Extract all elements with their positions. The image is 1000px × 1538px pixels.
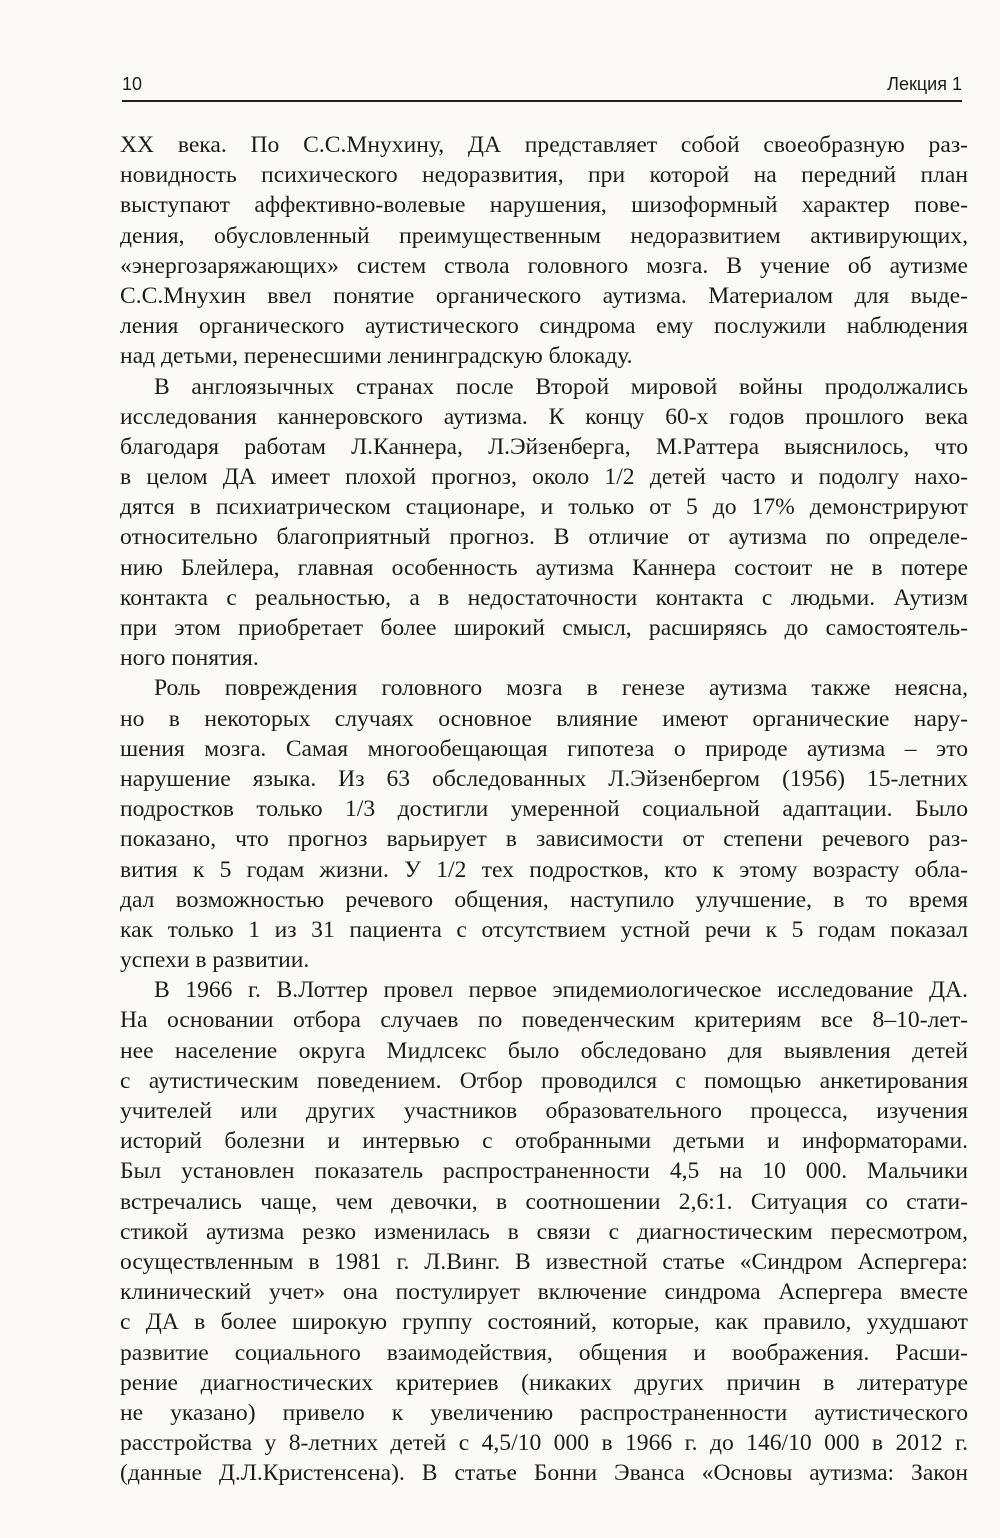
text-line: ления органического аутистического синдрома ему послужили наблюдения [120, 313, 968, 340]
text-line: рение диагностических критериев (никаких других причин в литературе [120, 1369, 968, 1396]
text-line: шения мозга. Самая многообещающая гипотеза о природе аутизма – это [120, 735, 968, 762]
text-line: но в некоторых случаях основное влияние имеют органические нару- [120, 705, 968, 732]
text-line: встречались чаще, чем девочки, в соотношении 2,6:1. Ситуация со стати- [120, 1188, 968, 1215]
text-line: нее население округа Мидлсекс было обследовано для выявления детей [120, 1037, 968, 1064]
text-line: XX века. По С.С.Мнухину, ДА представляет собой своеобразную раз- [120, 132, 968, 158]
text-line: дятся в психиатрическом стационаре, и только от 5 до 17% демонстрируют [120, 494, 968, 521]
text-line: с ДА в более широкую группу состояний, которые, как правило, ухудшают [120, 1309, 968, 1336]
text-line: благодаря работам Л.Каннера, Л.Эйзенберга, М.Раттера выяснилось, что [120, 433, 968, 460]
text-line: расстройства у 8-летних детей с 4,5/10 000 в 1966 г. до 146/10 000 в 2012 г. [120, 1430, 968, 1457]
paragraph-3 [120, 673, 968, 975]
text-line: с аутистическим поведением. Отбор проводился с помощью анкетирования [120, 1067, 968, 1094]
text-line: историй болезни и интервью с отобранными детьми и информаторами. [120, 1128, 968, 1155]
text-line: при этом приобретает более широкий смысл, расширяясь до самостоятель- [120, 615, 968, 641]
text-line: «энергозаряжающих» систем ствола головного мозга. В учение об аутизме [120, 252, 968, 279]
text-line: клинический учет» она постулирует включение синдрома Аспергера вместе [120, 1279, 968, 1306]
text-line: учителей или других участников образовательного процесса, изучения [120, 1098, 968, 1124]
paragraph-1 [120, 130, 968, 372]
text-line: выступают аффективно-волевые нарушения, шизоформный характер пове- [120, 192, 968, 219]
text-line: осуществленным в 1981 г. Л.Винг. В известной статье «Синдром Аспергера: [120, 1248, 968, 1275]
text-line: В 1966 г. В.Лоттер провел первое эпидемиологическое исследование ДА. [154, 977, 968, 1004]
text-line: нарушение языка. Из 63 обследованных Л.Эйзенбергом (1956) 15-летних [120, 765, 968, 792]
text-line: как только 1 из 31 пациента с отсутствием устной речи к 5 годам показал [120, 916, 968, 943]
text-line: (данные Д.Л.Кристенсена). В статье Бонни Эванса «Основы аутизма: Закон [120, 1460, 968, 1487]
text-line: На основании отбора случаев по поведенческим критериям все 8–10-лет- [120, 1007, 968, 1034]
text-line: контакта с реальностью, а в недостаточности контакта с людьми. Аутизм [120, 584, 968, 611]
text-line: относительно благоприятный прогноз. В отличие от аутизма по определе- [120, 524, 968, 551]
text-line: не указано) привело к увеличению распространенности аутистического [120, 1399, 968, 1426]
text-line: в целом ДА имеет плохой прогноз, около 1/2 детей часто и подолгу нахо- [120, 464, 968, 491]
text-line: Был установлен показатель распространенности 4,5 на 10 000. Мальчики [120, 1158, 968, 1185]
page-header [122, 70, 962, 102]
text-line: дал возможностью речевого общения, наступило улучшение, в то время [120, 886, 968, 913]
text-line: С.С.Мнухин ввел понятие органического аутизма. Материалом для выде- [120, 282, 968, 309]
body-text [120, 130, 968, 1488]
text-line: стикой аутизма резко изменилась в связи с диагностическим пересмотром, [120, 1218, 968, 1245]
paragraph-2 [120, 372, 968, 674]
text-line: над детьми, перенесшими ленинградскую блокаду. [120, 343, 633, 370]
text-line: развитие социального взаимодействия, общения и воображения. Расши- [120, 1339, 968, 1366]
paragraph-4 [120, 975, 968, 1488]
text-line: дения, обусловленный преимущественным недоразвитием активирующих, [120, 222, 968, 249]
text-line: Роль повреждения головного мозга в генезе аутизма также неясна, [154, 675, 968, 702]
running-title: Лекция 1 [887, 74, 962, 94]
text-line: исследования каннеровского аутизма. К концу 60-х годов прошлого века [120, 403, 968, 430]
text-line: новидность психического недоразвития, при которой на передний план [120, 162, 968, 189]
page-number: 10 [122, 74, 143, 94]
text-line: вития к 5 годам жизни. У 1/2 тех подростков, кто к этому возрасту обла- [120, 856, 968, 883]
text-line: В англоязычных странах после Второй мировой войны продолжались [154, 373, 968, 400]
text-line: нию Блейлера, главная особенность аутизма Каннера состоит не в потере [120, 554, 968, 581]
text-line: ного понятия. [120, 645, 259, 672]
text-line: подростков только 1/3 достигли умеренной социальной адаптации. Было [120, 796, 968, 823]
text-line: успехи в развитии. [120, 947, 310, 974]
text-line: показано, что прогноз варьирует в зависимости от степени речевого раз- [120, 826, 968, 853]
